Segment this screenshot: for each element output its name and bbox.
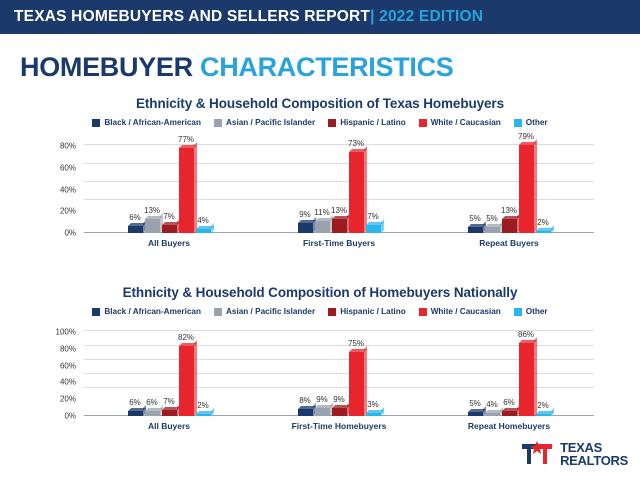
bar-value-label: 11%: [314, 207, 330, 217]
bar: [145, 133, 160, 233]
bar-value-label: 2%: [537, 217, 549, 227]
bar: [145, 322, 160, 416]
legend-label: Other: [525, 307, 548, 316]
bar-value-label: 6%: [146, 397, 158, 407]
bar-group-first-time-homebuyers: [264, 322, 414, 416]
legend-swatch-black-african-american: [92, 119, 100, 127]
report-header-title: [14, 8, 483, 26]
y-tick: 40%: [59, 185, 76, 195]
bar-value-label: 6%: [129, 397, 141, 407]
legend-item: [92, 307, 201, 316]
bar-value-label: 9%: [333, 395, 345, 405]
bar: [536, 133, 551, 233]
bar-chart-texas: [40, 133, 600, 251]
legend-label: Black / African-American: [104, 118, 201, 127]
legend-item: [419, 118, 501, 127]
x-category-label: First-Time Homebuyers: [291, 421, 387, 431]
bar: [519, 133, 534, 233]
bar: [298, 322, 313, 416]
bar-value-label: 6%: [503, 397, 515, 407]
y-tick: 80%: [59, 344, 76, 354]
x-category-label: All Buyers: [147, 421, 191, 431]
y-tick: 20%: [59, 206, 76, 216]
legend-swatch-hispanic-latino: [328, 119, 336, 127]
bar: [468, 322, 483, 416]
chart-title-national: Ethnicity & Household Composition of Homebuyers Nationally: [122, 285, 518, 300]
bar-group-all-buyers: [94, 133, 244, 233]
chart-bar-groups-national: [84, 322, 594, 416]
bar-value-label: 4%: [197, 215, 209, 225]
bar: [298, 133, 313, 233]
texas-realtors-logo-text: [560, 441, 628, 467]
legend-swatch-asian-pacific-islander: [214, 119, 222, 127]
legend-item: [514, 118, 548, 127]
bar-value-label: 8%: [299, 396, 311, 406]
x-category-label: Repeat Buyers: [479, 238, 539, 248]
x-category-label: Repeat Homebuyers: [467, 421, 551, 431]
y-tick: 20%: [59, 394, 76, 404]
bar-value-label: 2%: [197, 401, 209, 411]
bar: [468, 133, 483, 233]
y-tick: 0%: [64, 411, 76, 421]
report-header-bar: [0, 0, 640, 34]
bar-chart-national: [40, 322, 600, 434]
y-tick: 40%: [59, 377, 76, 387]
legend-item: [214, 307, 315, 316]
legend-swatch-other: [514, 119, 522, 127]
report-title-main: TEXAS HOMEBUYERS AND SELLERS REPORT: [14, 8, 371, 25]
chart-legend-national: [0, 307, 640, 316]
legend-item: [419, 307, 501, 316]
bar-value-label: 7%: [163, 396, 175, 406]
bar-value-label: 7%: [367, 212, 379, 222]
bar: [485, 322, 500, 416]
bar-value-label: 3%: [367, 400, 379, 410]
legend-item: [92, 118, 201, 127]
chart-legend-texas: [0, 118, 640, 127]
texas-realtors-logo-icon: [520, 441, 554, 467]
bar-value-label: 77%: [177, 134, 195, 144]
bar-value-label: 2%: [537, 401, 549, 411]
bar: [536, 322, 551, 416]
bar-value-label: 13%: [330, 205, 348, 215]
bar-group-repeat-homebuyers: [434, 322, 584, 416]
bar-value-label: 9%: [299, 210, 311, 219]
bar-group-all-buyers: [94, 322, 244, 416]
bar-value-label: 75%: [347, 338, 365, 348]
bar: [349, 322, 364, 416]
bar: [162, 133, 177, 233]
legend-item: [514, 307, 548, 316]
bar-value-label: 13%: [500, 205, 518, 215]
logo-line-1: TEXAS: [560, 440, 602, 455]
logo-line-2: REALTORS: [560, 453, 628, 468]
legend-swatch-white-caucasian: [419, 308, 427, 316]
legend-swatch-black-african-american: [92, 308, 100, 316]
x-category-label: All Buyers: [147, 238, 191, 248]
y-axis-national: [40, 322, 80, 434]
legend-label: Other: [525, 118, 548, 127]
report-title-edition: 2022 EDITION: [379, 8, 484, 25]
x-category-label: First-Time Buyers: [302, 238, 376, 248]
bar: [366, 133, 381, 233]
bar: [502, 322, 517, 416]
x-axis-labels-texas: [84, 235, 594, 251]
legend-swatch-other: [514, 308, 522, 316]
bar: [315, 322, 330, 416]
bar: [519, 322, 534, 416]
bar-value-label: 6%: [129, 213, 141, 223]
report-title-separator: |: [370, 8, 375, 25]
bar-value-label: 13%: [143, 205, 161, 215]
bar-value-label: 73%: [347, 139, 365, 148]
chart-section-texas: [0, 96, 640, 251]
bar: [196, 322, 211, 416]
y-tick: 80%: [59, 141, 76, 151]
bar-value-label: 5%: [469, 214, 481, 224]
chart-section-national: [0, 285, 640, 434]
bar: [349, 133, 364, 233]
page-title-part1: HOMEBUYER: [20, 52, 201, 82]
page-title: [20, 52, 454, 83]
legend-swatch-asian-pacific-islander: [214, 308, 222, 316]
legend-label: White / Caucasian: [430, 118, 501, 127]
bar-value-label: 7%: [163, 212, 175, 222]
y-axis-texas: [40, 133, 80, 251]
chart-bar-groups-texas: [84, 133, 594, 233]
bar-value-label: 82%: [177, 332, 195, 342]
bar: [162, 322, 177, 416]
legend-label: Asian / Pacific Islander: [225, 118, 316, 127]
legend-label: Asian / Pacific Islander: [225, 307, 316, 316]
bar-value-label: 5%: [469, 398, 481, 408]
bar: [366, 322, 381, 416]
bar: [179, 133, 194, 233]
bar-group-first-time-buyers: [264, 133, 414, 233]
bar: [485, 133, 500, 233]
bar-value-label: 79%: [517, 132, 535, 142]
bar: [502, 133, 517, 233]
legend-label: White / Caucasian: [430, 307, 501, 316]
texas-realtors-logo: [520, 441, 628, 467]
bar: [128, 133, 143, 233]
bar: [332, 322, 347, 416]
bar: [315, 133, 330, 233]
bar: [196, 133, 211, 233]
y-tick: 60%: [59, 361, 76, 371]
legend-item: [328, 118, 406, 127]
bar-value-label: 4%: [486, 399, 498, 409]
legend-item: [214, 118, 315, 127]
legend-label: Black / African-American: [104, 307, 201, 316]
legend-swatch-white-caucasian: [419, 119, 427, 127]
legend-label: Hispanic / Latino: [340, 307, 406, 316]
chart-title-texas: Ethnicity & Household Composition of Texas Homebuyers: [136, 96, 504, 111]
bar-value-label: 5%: [486, 214, 498, 224]
page-title-part2: CHARACTERISTICS: [200, 52, 454, 82]
legend-item: [328, 307, 406, 316]
x-axis-labels-national: [84, 418, 594, 434]
y-tick: 0%: [64, 228, 76, 238]
bar: [179, 322, 194, 416]
bar-value-label: 86%: [517, 329, 535, 339]
y-tick: 60%: [59, 163, 76, 173]
legend-swatch-hispanic-latino: [328, 308, 336, 316]
legend-label: Hispanic / Latino: [340, 118, 406, 127]
bar: [332, 133, 347, 233]
bar: [128, 322, 143, 416]
bar-value-label: 9%: [316, 395, 328, 405]
y-tick: 100%: [55, 327, 76, 337]
bar-group-repeat-buyers: [434, 133, 584, 233]
